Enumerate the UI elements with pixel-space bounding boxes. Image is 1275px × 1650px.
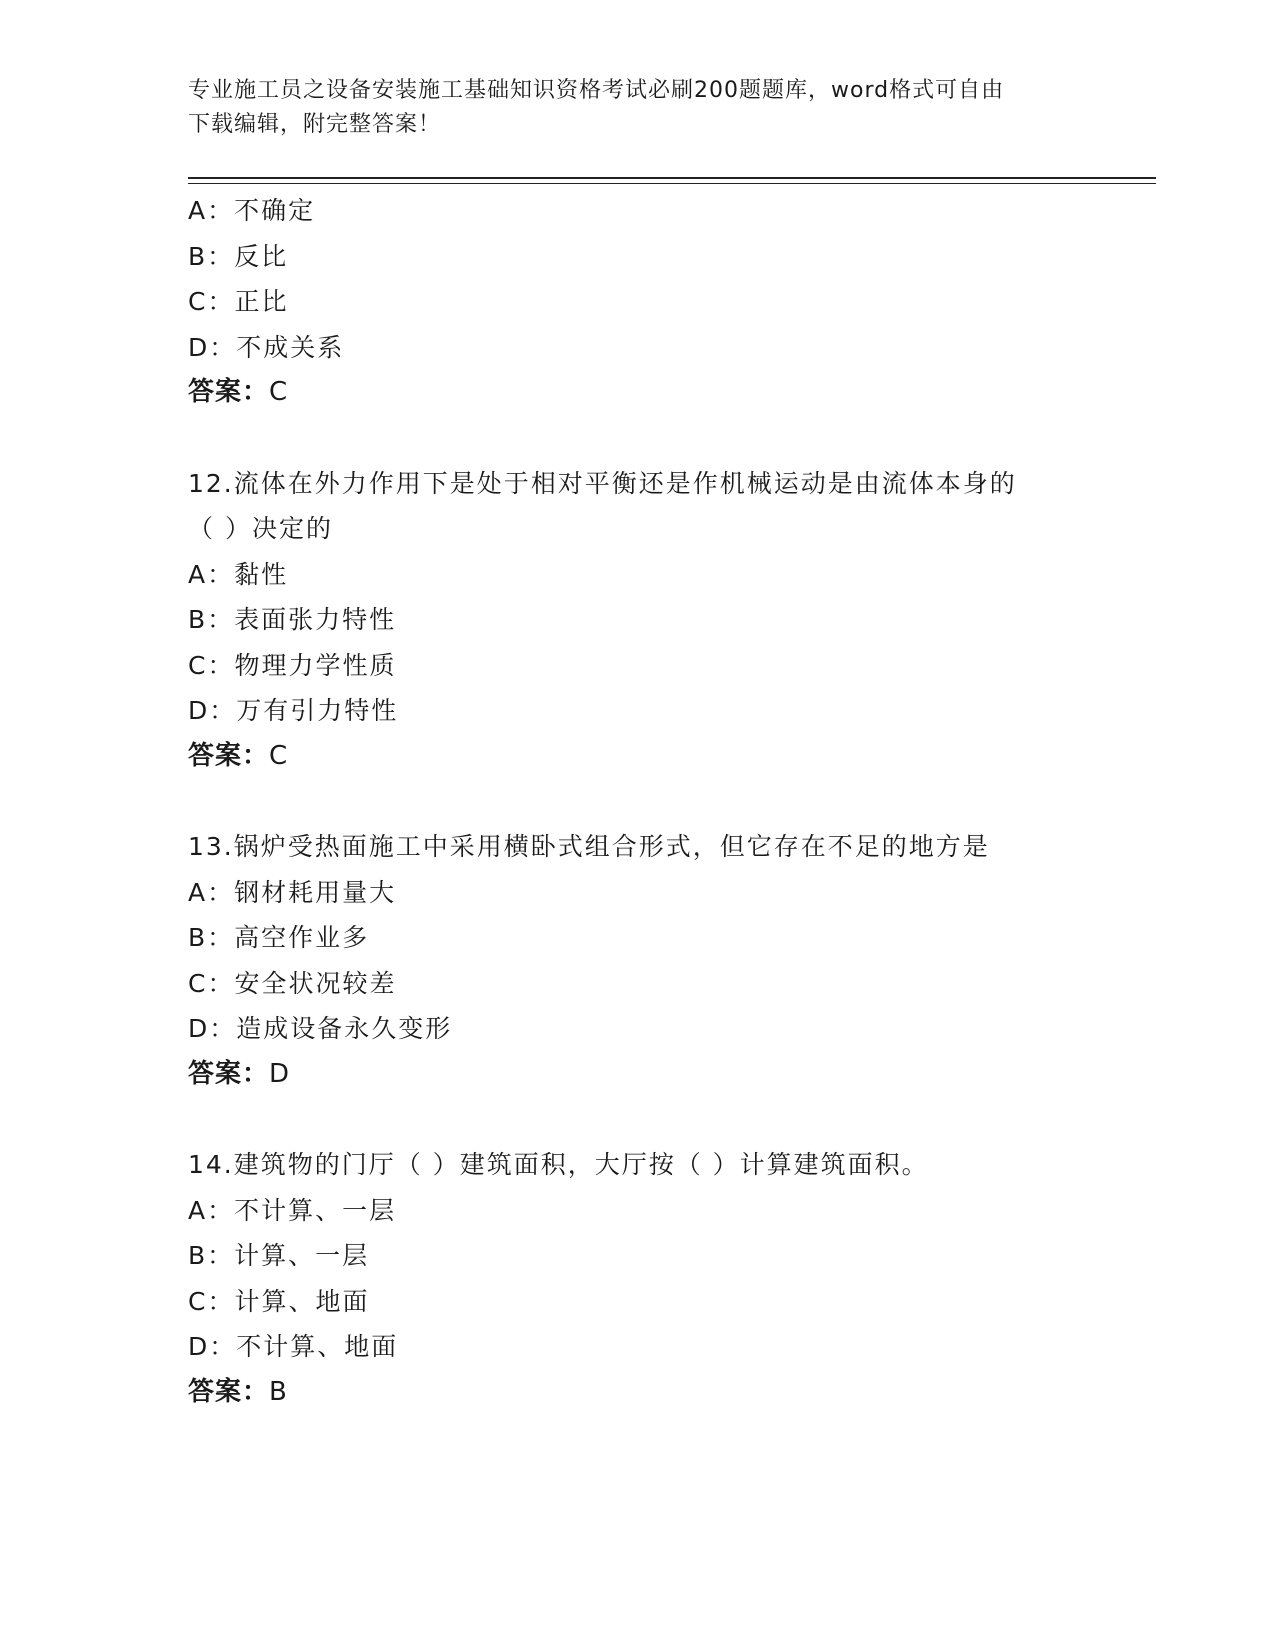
answer-line bbox=[188, 1370, 1128, 1416]
answer-label: 答案： bbox=[188, 377, 270, 407]
option-c: C：安全状况较差 bbox=[188, 968, 397, 998]
option-d: D：不计算、地面 bbox=[188, 1332, 399, 1361]
answer-line bbox=[188, 1052, 1128, 1098]
answer-label: 答案： bbox=[188, 1058, 270, 1089]
option-b: B：表面张力特性 bbox=[188, 605, 397, 634]
option-b: B：计算、一层 bbox=[188, 1241, 370, 1270]
question-text-line-2: （ ）决定的 bbox=[188, 514, 333, 543]
question-block-14 bbox=[188, 1142, 1128, 1415]
question-text-line-1: 12.流体在外力作用下是处于相对平衡还是作机械运动是由流体本身的 bbox=[188, 468, 1017, 498]
option-d: D：万有引力特性 bbox=[188, 696, 399, 725]
question-text-line-1: 14.建筑物的门厅（ ）建筑面积，大厅按（ ）计算建筑面积。 bbox=[188, 1150, 929, 1179]
answer-label: 答案： bbox=[188, 1376, 270, 1407]
question-block-12 bbox=[188, 461, 1128, 780]
question-list bbox=[188, 188, 1128, 1415]
answer-value: C bbox=[269, 740, 289, 771]
answer-value: B bbox=[269, 1376, 288, 1407]
answer-value: D bbox=[269, 1058, 291, 1089]
document-header bbox=[188, 74, 1088, 142]
option-c: C：正比 bbox=[188, 287, 289, 316]
option-c: C：物理力学性质 bbox=[188, 650, 397, 680]
question-block-13 bbox=[188, 824, 1128, 1097]
question-text-line-1: 13.锅炉受热面施工中采用横卧式组合形式，但它存在不足的地方是 bbox=[188, 832, 990, 861]
answer-line bbox=[188, 734, 1128, 780]
spacer bbox=[188, 1097, 1128, 1142]
option-d: D：造成设备永久变形 bbox=[188, 1014, 453, 1043]
option-b: B：反比 bbox=[188, 241, 289, 271]
header-line-1: 专业施工员之设备安装施工基础知识资格考试必刷200题题库，word格式可自由 bbox=[188, 78, 1005, 103]
answer-line bbox=[188, 370, 1128, 416]
option-a: A：不计算、一层 bbox=[188, 1195, 397, 1225]
option-c: C：计算、地面 bbox=[188, 1286, 370, 1316]
spacer bbox=[188, 779, 1128, 824]
option-b: B：高空作业多 bbox=[188, 923, 370, 952]
option-a: A：不确定 bbox=[188, 196, 316, 225]
header-divider-thick bbox=[188, 177, 1156, 179]
answer-value: C bbox=[269, 377, 289, 407]
option-d: D：不成关系 bbox=[188, 332, 345, 362]
answer-label: 答案： bbox=[188, 740, 270, 771]
question-block-11 bbox=[188, 188, 1128, 416]
header-line-2: 下载编辑，附完整答案！ bbox=[188, 112, 442, 137]
option-a: A：钢材耗用量大 bbox=[188, 877, 397, 907]
header-divider-thin bbox=[188, 183, 1156, 184]
option-a: A：黏性 bbox=[188, 559, 289, 589]
spacer bbox=[188, 416, 1128, 461]
